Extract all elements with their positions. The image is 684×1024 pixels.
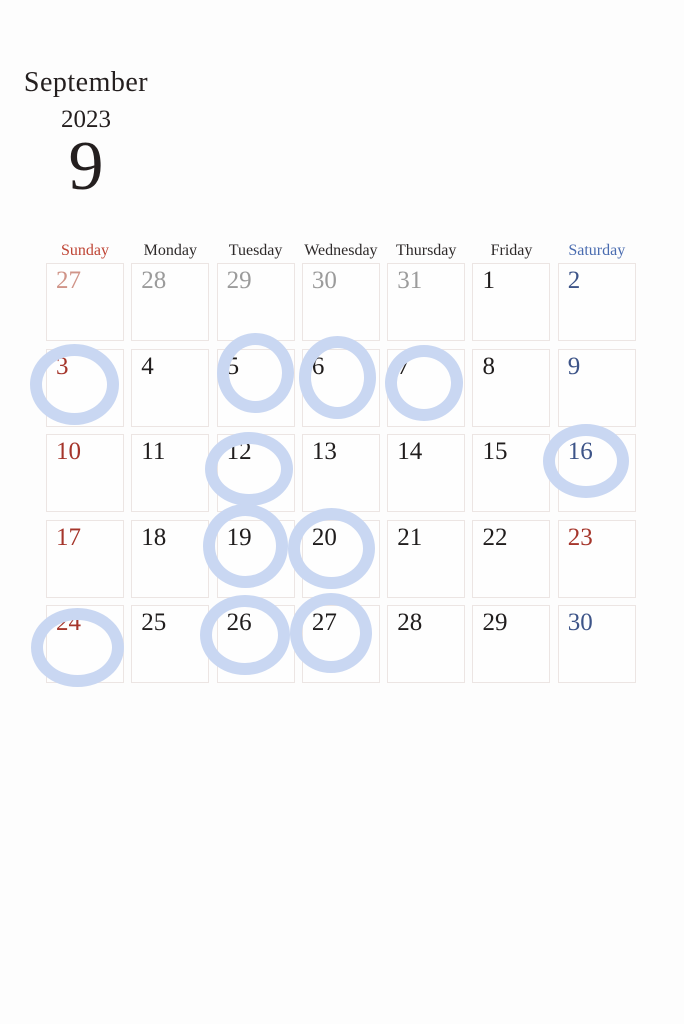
date-cell bbox=[46, 349, 124, 427]
date-cell bbox=[387, 434, 465, 512]
month-name: September bbox=[23, 67, 149, 98]
calendar-title-block bbox=[18, 67, 154, 206]
date-number: 3 bbox=[56, 352, 69, 380]
date-number: 26 bbox=[226, 609, 252, 636]
date-number: 23 bbox=[567, 523, 593, 551]
date-cell bbox=[46, 263, 124, 341]
date-cell bbox=[131, 605, 209, 683]
date-number: 12 bbox=[226, 438, 252, 465]
date-cell bbox=[302, 434, 380, 512]
date-cell bbox=[46, 520, 124, 598]
date-number: 8 bbox=[482, 352, 495, 380]
date-grid bbox=[46, 263, 636, 683]
date-cell bbox=[558, 520, 636, 598]
date-cell bbox=[472, 263, 550, 341]
date-number: 4 bbox=[141, 352, 154, 380]
date-number: 16 bbox=[567, 438, 593, 465]
weekday-header-wednesday: Wednesday bbox=[304, 242, 378, 259]
date-number: 18 bbox=[141, 523, 167, 551]
date-cell bbox=[558, 263, 636, 341]
month-number: 9 bbox=[68, 128, 104, 206]
date-number: 21 bbox=[397, 523, 423, 551]
date-number: 24 bbox=[56, 609, 81, 636]
date-number: 6 bbox=[311, 352, 325, 380]
date-number: 25 bbox=[141, 609, 167, 636]
date-number: 17 bbox=[56, 523, 81, 551]
date-number: 10 bbox=[56, 438, 81, 465]
date-cell bbox=[131, 349, 209, 427]
date-number: 28 bbox=[397, 609, 423, 636]
date-number: 27 bbox=[56, 267, 81, 294]
date-cell bbox=[217, 520, 295, 598]
date-cell bbox=[558, 434, 636, 512]
date-cell bbox=[217, 349, 295, 427]
year-label: 2023 bbox=[61, 105, 111, 133]
weekday-header-saturday: Saturday bbox=[568, 242, 626, 259]
date-number: 7 bbox=[397, 352, 410, 380]
date-number: 27 bbox=[311, 609, 337, 636]
date-cell bbox=[217, 263, 295, 341]
date-cell bbox=[302, 263, 380, 341]
date-cell bbox=[217, 605, 295, 683]
date-number: 20 bbox=[311, 523, 337, 551]
date-number: 9 bbox=[567, 352, 581, 380]
weekday-header-row bbox=[46, 241, 636, 261]
date-cell bbox=[302, 349, 380, 427]
date-cell bbox=[558, 349, 636, 427]
weekday-header-tuesday: Tuesday bbox=[228, 242, 283, 259]
date-cell bbox=[387, 520, 465, 598]
date-cell bbox=[302, 520, 380, 598]
date-number: 30 bbox=[567, 609, 593, 636]
date-cell bbox=[472, 349, 550, 427]
date-cell bbox=[131, 263, 209, 341]
date-cell bbox=[46, 434, 124, 512]
date-cell bbox=[387, 605, 465, 683]
date-number: 22 bbox=[482, 523, 508, 551]
date-number: 31 bbox=[397, 267, 423, 294]
date-number: 29 bbox=[226, 267, 252, 294]
date-number: 14 bbox=[397, 438, 423, 465]
weekday-header-sunday: Sunday bbox=[61, 242, 109, 259]
date-cell bbox=[387, 349, 465, 427]
date-number: 11 bbox=[141, 438, 166, 465]
weekday-header-friday: Friday bbox=[490, 242, 533, 259]
date-number: 2 bbox=[567, 267, 581, 294]
date-cell bbox=[131, 520, 209, 598]
date-number: 13 bbox=[311, 438, 337, 465]
date-number: 30 bbox=[311, 267, 337, 294]
date-number: 1 bbox=[482, 267, 495, 294]
date-number: 28 bbox=[141, 267, 167, 294]
date-number: 19 bbox=[226, 523, 252, 551]
date-cell bbox=[217, 434, 295, 512]
date-cell bbox=[302, 605, 380, 683]
date-number: 15 bbox=[482, 438, 508, 465]
date-cell bbox=[46, 605, 124, 683]
date-cell bbox=[131, 434, 209, 512]
weekday-header-monday: Monday bbox=[143, 242, 197, 259]
date-number: 5 bbox=[226, 352, 240, 380]
date-cell bbox=[472, 605, 550, 683]
date-cell bbox=[472, 520, 550, 598]
date-number: 29 bbox=[482, 609, 508, 636]
date-cell bbox=[472, 434, 550, 512]
date-cell bbox=[387, 263, 465, 341]
date-cell bbox=[558, 605, 636, 683]
weekday-header-thursday: Thursday bbox=[395, 242, 457, 259]
